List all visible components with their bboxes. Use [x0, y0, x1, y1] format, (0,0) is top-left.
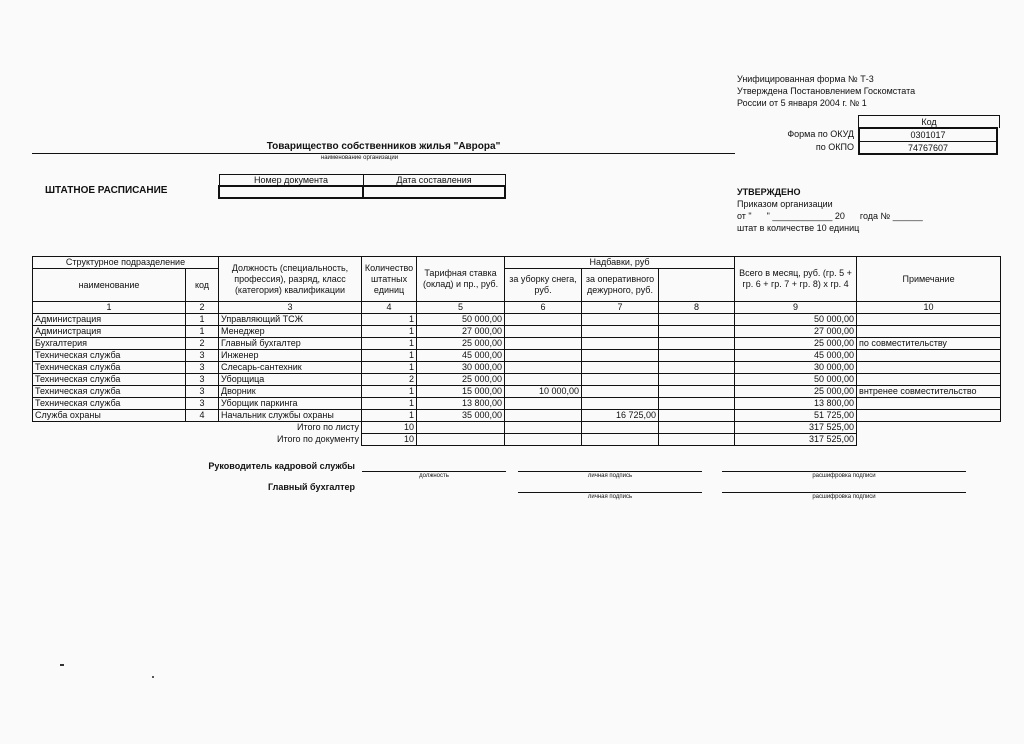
row-unit: Техническая служба: [33, 350, 186, 362]
hr-decode-line: [722, 471, 966, 472]
header-count: Количество штатных единиц: [362, 257, 417, 302]
table-row: [33, 398, 1001, 410]
row-code: 1: [186, 326, 219, 338]
row-allowance-other: [659, 314, 735, 326]
header-allowance-other: [659, 269, 735, 302]
row-note: по совместительству: [857, 338, 1001, 350]
okpo-label: по ОКПО: [815, 142, 854, 152]
approval-line3: штат в количестве 10 единиц: [737, 223, 860, 233]
accountant-signature-line: [518, 492, 702, 493]
row-allowance-snow: [505, 410, 582, 422]
row-allowance-duty: [582, 314, 659, 326]
row-unit: Техническая служба: [33, 386, 186, 398]
row-position: Слесарь-сантехник: [219, 362, 362, 374]
row-code: 3: [186, 386, 219, 398]
form-info: [737, 73, 915, 109]
hr-signature-line: [518, 471, 702, 472]
total-document-row: [33, 434, 1001, 446]
row-total: 50 000,00: [735, 374, 857, 386]
header-code: код: [186, 269, 219, 302]
total-document-empty: [582, 434, 659, 446]
row-allowance-snow: [505, 398, 582, 410]
row-rate: 25 000,00: [417, 374, 505, 386]
total-sheet-empty: [582, 422, 659, 434]
row-unit: Техническая служба: [33, 398, 186, 410]
document-date-label: Дата составления: [363, 175, 505, 187]
total-document-empty: [417, 434, 505, 446]
row-total: 27 000,00: [735, 326, 857, 338]
total-sheet-empty: [417, 422, 505, 434]
staff-schedule-table: [32, 256, 1001, 446]
row-allowance-snow: [505, 374, 582, 386]
accountant-decode-caption: расшифровка подписи: [812, 494, 876, 500]
total-sheet-empty: [659, 422, 735, 434]
row-allowance-snow: [505, 338, 582, 350]
row-unit: Администрация: [33, 314, 186, 326]
table-row: [33, 362, 1001, 374]
row-count: 1: [362, 326, 417, 338]
header-allowances: Надбавки, руб: [505, 257, 735, 269]
total-sheet-blank: [857, 422, 1001, 434]
hr-decode-caption: расшифровка подписи: [812, 473, 876, 479]
column-number: 3: [219, 302, 362, 314]
row-rate: 15 000,00: [417, 386, 505, 398]
row-count: 2: [362, 374, 417, 386]
table-row: [33, 326, 1001, 338]
hr-head-label: Руководитель кадровой службы: [208, 461, 355, 471]
total-document-sum: 317 525,00: [735, 434, 857, 446]
row-position: Главный бухгалтер: [219, 338, 362, 350]
row-total: 50 000,00: [735, 314, 857, 326]
hr-signature-caption: личная подпись: [587, 473, 633, 479]
row-code: 1: [186, 314, 219, 326]
total-document-label: Итого по документу: [276, 434, 360, 444]
row-allowance-other: [659, 410, 735, 422]
row-count: 1: [362, 338, 417, 350]
row-code: 3: [186, 350, 219, 362]
table-row: [33, 350, 1001, 362]
document-number-label: Номер документа: [219, 175, 363, 187]
header-position: Должность (специальность, профессия), разряд, класс (категория) квалификации: [219, 257, 362, 302]
row-position: Дворник: [219, 386, 362, 398]
row-allowance-duty: 16 725,00: [582, 410, 659, 422]
total-sheet-count: 10: [362, 422, 417, 434]
header-structural-unit: Структурное подразделение: [33, 257, 219, 269]
column-number: 9: [735, 302, 857, 314]
row-total: 45 000,00: [735, 350, 857, 362]
column-number: 4: [362, 302, 417, 314]
row-allowance-other: [659, 338, 735, 350]
hr-position-caption: должность: [419, 473, 449, 479]
row-allowance-snow: [505, 362, 582, 374]
row-position: Уборщица: [219, 374, 362, 386]
row-count: 1: [362, 350, 417, 362]
row-code: 2: [186, 338, 219, 350]
row-total: 13 800,00: [735, 398, 857, 410]
row-rate: 35 000,00: [417, 410, 505, 422]
header-allowance-snow: за уборку снега, руб.: [505, 269, 582, 302]
row-unit: Техническая служба: [33, 362, 186, 374]
row-allowance-duty: [582, 374, 659, 386]
okud-label: Форма по ОКУД: [787, 129, 854, 139]
row-rate: 30 000,00: [417, 362, 505, 374]
row-count: 1: [362, 386, 417, 398]
row-allowance-duty: [582, 386, 659, 398]
approval-title: УТВЕРЖДЕНО: [737, 187, 801, 197]
column-number: 7: [582, 302, 659, 314]
approval-block: [737, 186, 923, 234]
column-number: 5: [417, 302, 505, 314]
row-allowance-duty: [582, 362, 659, 374]
row-total: 51 725,00: [735, 410, 857, 422]
row-note: [857, 362, 1001, 374]
row-unit: Служба охраны: [33, 410, 186, 422]
total-sheet-row: [33, 422, 1001, 434]
approval-line1: Приказом организации: [737, 199, 833, 209]
row-total: 25 000,00: [735, 338, 857, 350]
chief-accountant-label: Главный бухгалтер: [267, 482, 355, 492]
row-position: Управляющий ТСЖ: [219, 314, 362, 326]
organization-underline: [32, 153, 735, 154]
row-note: внтренее совместительство: [857, 386, 1001, 398]
row-allowance-duty: [582, 326, 659, 338]
codes-box: [858, 127, 998, 155]
row-allowance-duty: [582, 350, 659, 362]
row-position: Уборщик паркинга: [219, 398, 362, 410]
row-code: 3: [186, 362, 219, 374]
header-rate: Тарифная ставка (оклад) и пр., руб.: [417, 257, 505, 302]
accountant-signature-caption: личная подпись: [587, 494, 633, 500]
row-allowance-other: [659, 374, 735, 386]
organization-name: Товарищество собственников жилья "Аврора": [266, 141, 501, 152]
row-allowance-snow: [505, 314, 582, 326]
header-total: Всего в месяц, руб. (гр. 5 + гр. 6 + гр. 7 + гр. 8) х гр. 4: [735, 257, 857, 302]
form-info-line1: Унифицированная форма № Т-3: [737, 74, 874, 84]
row-position: Инженер: [219, 350, 362, 362]
document-title: ШТАТНОЕ РАСПИСАНИЕ: [45, 185, 168, 196]
row-note: [857, 410, 1001, 422]
okpo-value: 74767607: [907, 143, 949, 153]
row-rate: 50 000,00: [417, 314, 505, 326]
row-position: Менеджер: [219, 326, 362, 338]
total-document-blank: [857, 434, 1001, 446]
row-rate: 25 000,00: [417, 338, 505, 350]
document-date-value: [363, 186, 505, 198]
accountant-decode-line: [722, 492, 966, 493]
total-document-count: 10: [362, 434, 417, 446]
row-allowance-snow: [505, 350, 582, 362]
total-document-empty: [505, 434, 582, 446]
codes-header: Код: [858, 115, 1000, 128]
approval-line2: от " " ____________ 20 года № ______: [737, 211, 923, 221]
row-allowance-other: [659, 386, 735, 398]
row-rate: 45 000,00: [417, 350, 505, 362]
row-note: [857, 314, 1001, 326]
row-code: 3: [186, 398, 219, 410]
row-allowance-other: [659, 398, 735, 410]
row-code: 3: [186, 374, 219, 386]
row-count: 1: [362, 398, 417, 410]
table-row: [33, 410, 1001, 422]
scan-speck: [152, 676, 154, 678]
hr-position-line: [362, 471, 506, 472]
scan-speck: [60, 664, 64, 666]
document-number-value: [219, 186, 363, 198]
okud-value: 0301017: [860, 129, 996, 142]
organization-caption: наименование организации: [320, 155, 399, 161]
header-note: Примечание: [857, 257, 1001, 302]
table-row: [33, 338, 1001, 350]
column-number: 8: [659, 302, 735, 314]
row-rate: 13 800,00: [417, 398, 505, 410]
row-count: 1: [362, 314, 417, 326]
row-rate: 27 000,00: [417, 326, 505, 338]
row-allowance-duty: [582, 398, 659, 410]
row-unit: Техническая служба: [33, 374, 186, 386]
form-info-line2: Утверждена Постановлением Госкомстата: [737, 86, 916, 96]
column-number: 10: [857, 302, 1001, 314]
document-number-date-box: [218, 174, 506, 199]
row-unit: Администрация: [33, 326, 186, 338]
total-sheet-sum: 317 525,00: [735, 422, 857, 434]
row-count: 1: [362, 362, 417, 374]
column-numbers-row: [33, 302, 1001, 314]
row-allowance-duty: [582, 338, 659, 350]
row-allowance-other: [659, 350, 735, 362]
row-note: [857, 398, 1001, 410]
row-allowance-other: [659, 326, 735, 338]
column-number: 2: [186, 302, 219, 314]
form-info-line3: России от 5 января 2004 г. № 1: [737, 98, 867, 108]
table-row: [33, 386, 1001, 398]
row-count: 1: [362, 410, 417, 422]
row-note: [857, 350, 1001, 362]
table-row: [33, 314, 1001, 326]
row-note: [857, 374, 1001, 386]
row-allowance-snow: [505, 326, 582, 338]
row-code: 4: [186, 410, 219, 422]
column-number: 1: [33, 302, 186, 314]
row-unit: Бухгалтерия: [33, 338, 186, 350]
table-row: [33, 374, 1001, 386]
total-document-empty: [659, 434, 735, 446]
row-total: 25 000,00: [735, 386, 857, 398]
header-allowance-duty: за оперативного дежурного, руб.: [582, 269, 659, 302]
row-allowance-other: [659, 362, 735, 374]
row-total: 30 000,00: [735, 362, 857, 374]
column-number: 6: [505, 302, 582, 314]
header-name: наименование: [33, 269, 186, 302]
row-position: Начальник службы охраны: [219, 410, 362, 422]
total-sheet-empty: [505, 422, 582, 434]
row-allowance-snow: 10 000,00: [505, 386, 582, 398]
total-sheet-label: Итого по листу: [297, 422, 360, 433]
row-note: [857, 326, 1001, 338]
